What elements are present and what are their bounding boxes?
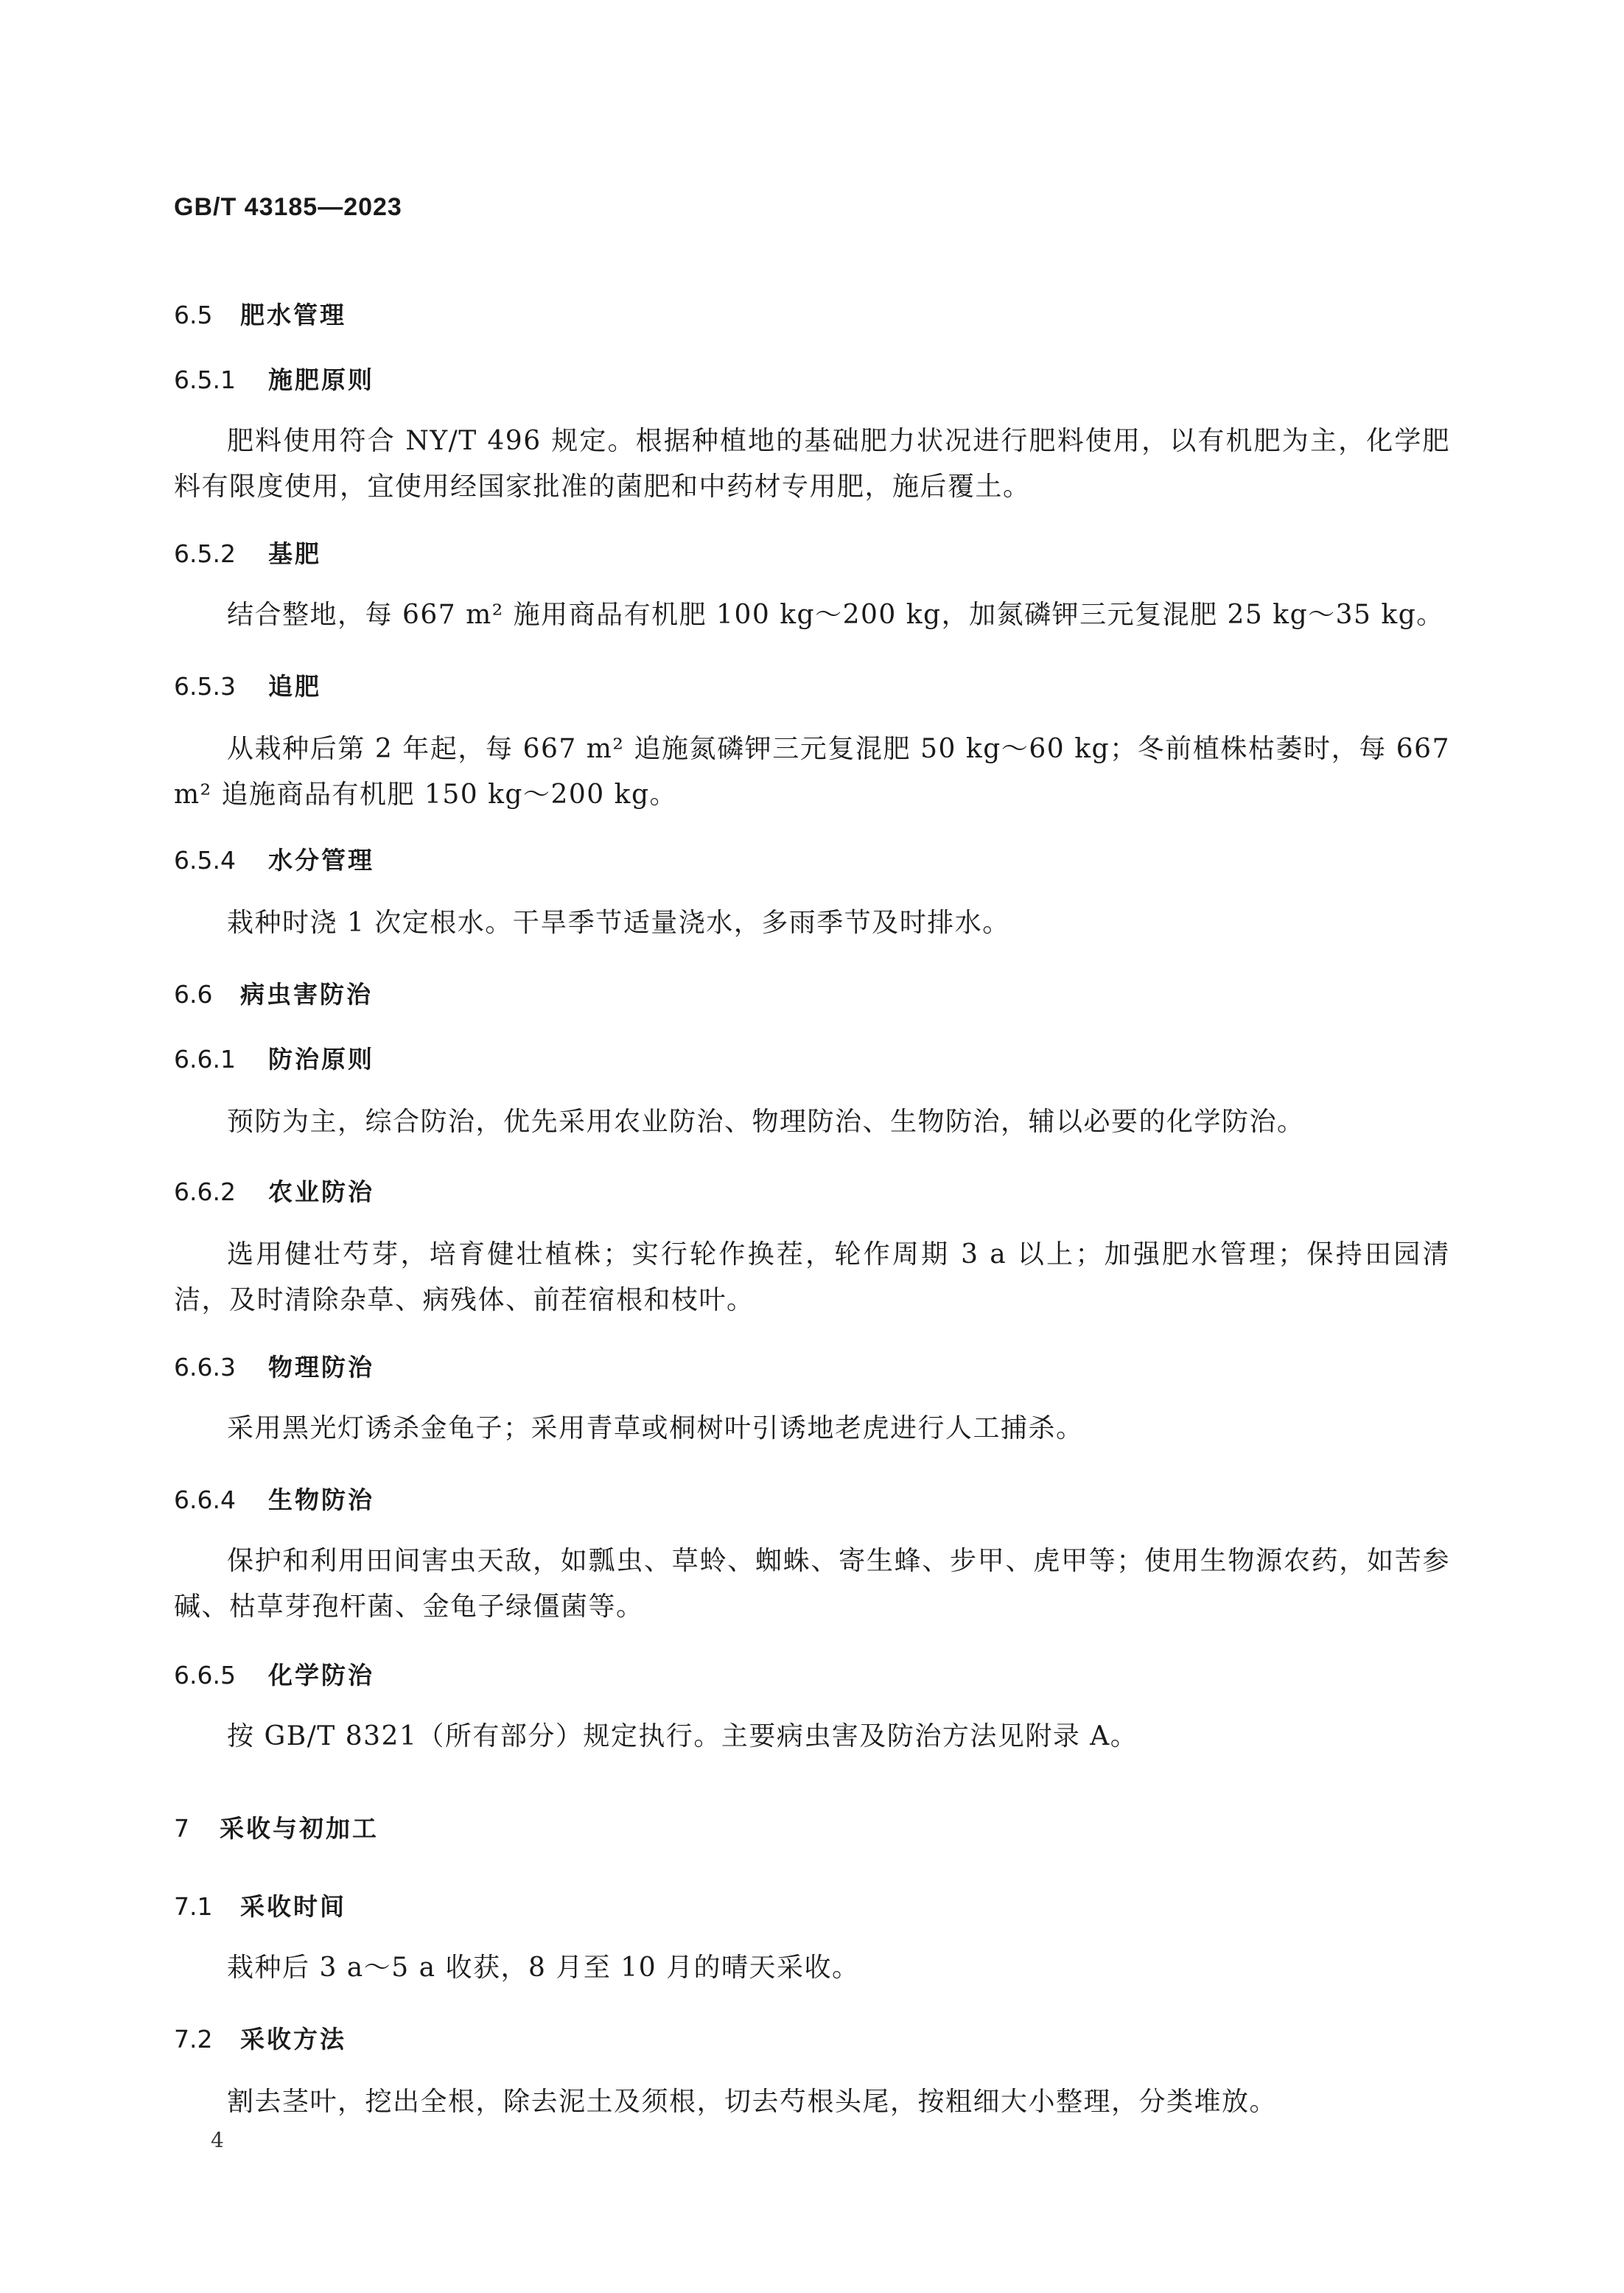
section-heading — [174, 296, 346, 331]
paragraph: 按 GB/T 8321（所有部分）规定执行。主要病虫害及防治方法见附录 A。 — [227, 1721, 1138, 1751]
section-title: 肥水管理 — [240, 301, 346, 329]
section-number: 6.5 — [174, 301, 213, 329]
document-id-header: GB/T 43185—2023 — [174, 193, 402, 221]
section-number: 6.6 — [174, 980, 213, 1009]
subsection-heading — [174, 1173, 374, 1208]
section-number: 6.6.2 — [174, 1177, 236, 1206]
section-number: 6.5.4 — [174, 846, 236, 875]
section-title: 化学防治 — [268, 1661, 374, 1690]
subsection-heading — [174, 361, 374, 396]
section-number: 7.2 — [174, 2025, 213, 2054]
section-title: 追肥 — [268, 672, 321, 701]
paragraph: 栽种时浇 1 次定根水。干旱季节适量浇水，多雨季节及时排水。 — [227, 908, 1010, 938]
section-heading — [174, 976, 373, 1010]
section-title: 生物防治 — [268, 1485, 374, 1514]
section-title: 基肥 — [268, 539, 321, 568]
subsection-heading — [174, 841, 374, 876]
subsection-heading — [174, 1481, 374, 1516]
section-number: 7 — [174, 1814, 189, 1843]
section-number: 6.5.3 — [174, 672, 236, 701]
paragraph: 结合整地，每 667 m² 施用商品有机肥 100 kg～200 kg，加氮磷钾三元复混肥 25 kg～35 kg。 — [227, 600, 1444, 630]
subsection-heading — [174, 1348, 374, 1383]
paragraph: 采用黑光灯诱杀金龟子；采用青草或桐树叶引诱地老虎进行人工捕杀。 — [227, 1413, 1084, 1443]
section-number: 6.5.2 — [174, 539, 236, 568]
section-title: 病虫害防治 — [240, 980, 373, 1009]
page-number: 4 — [211, 2128, 224, 2152]
section-heading — [174, 2020, 346, 2055]
section-number: 7.1 — [174, 1892, 213, 1921]
paragraph: 从栽种后第 2 年起，每 667 m² 追施氮磷钾三元复混肥 50 kg～60 kg；冬前植株枯萎时，每 667 m² 追施商品有机肥 150 kg～200 kg。 — [174, 734, 1450, 810]
section-title: 防治原则 — [268, 1045, 374, 1074]
paragraph: 肥料使用符合 NY/T 496 规定。根据种植地的基础肥力状况进行肥料使用，以有机肥为主，化学肥料有限度使用，宜使用经国家批准的菌肥和中药材专用肥，施后覆土。 — [174, 426, 1450, 502]
section-number: 6.6.5 — [174, 1661, 236, 1690]
paragraph: 保护和利用田间害虫天敌，如瓢虫、草蛉、蜘蛛、寄生蜂、步甲、虎甲等；使用生物源农药，如苦参碱、枯草芽孢杆菌、金龟子绿僵菌等。 — [174, 1546, 1450, 1622]
subsection-heading — [174, 535, 321, 570]
paragraph: 选用健壮芍芽，培育健壮植株；实行轮作换茬，轮作周期 3 a 以上；加强肥水管理；保持田园清洁，及时清除杂草、病残体、前茬宿根和枝叶。 — [174, 1239, 1450, 1315]
section-number: 6.5.1 — [174, 365, 236, 394]
section-title: 施肥原则 — [268, 365, 374, 394]
section-title: 采收方法 — [240, 2025, 346, 2054]
section-title: 农业防治 — [268, 1177, 374, 1206]
paragraph: 割去茎叶，挖出全根，除去泥土及须根，切去芍根头尾，按粗细大小整理，分类堆放。 — [227, 2087, 1278, 2117]
section-number: 6.6.3 — [174, 1353, 236, 1382]
section-title: 采收时间 — [240, 1892, 346, 1921]
section-title: 水分管理 — [268, 846, 374, 875]
subsection-heading — [174, 1040, 374, 1075]
section-title: 采收与初加工 — [220, 1814, 379, 1843]
section-number: 6.6.4 — [174, 1485, 236, 1514]
section-title: 物理防治 — [268, 1353, 374, 1382]
paragraph: 栽种后 3 a～5 a 收获，8 月至 10 月的晴天采收。 — [227, 1953, 860, 1983]
section-heading — [174, 1888, 346, 1922]
subsection-heading — [174, 668, 321, 702]
paragraph: 预防为主，综合防治，优先采用农业防治、物理防治、生物防治，辅以必要的化学防治。 — [227, 1107, 1305, 1137]
subsection-heading — [174, 1656, 374, 1691]
chapter-heading — [174, 1810, 379, 1844]
section-number: 6.6.1 — [174, 1045, 236, 1074]
